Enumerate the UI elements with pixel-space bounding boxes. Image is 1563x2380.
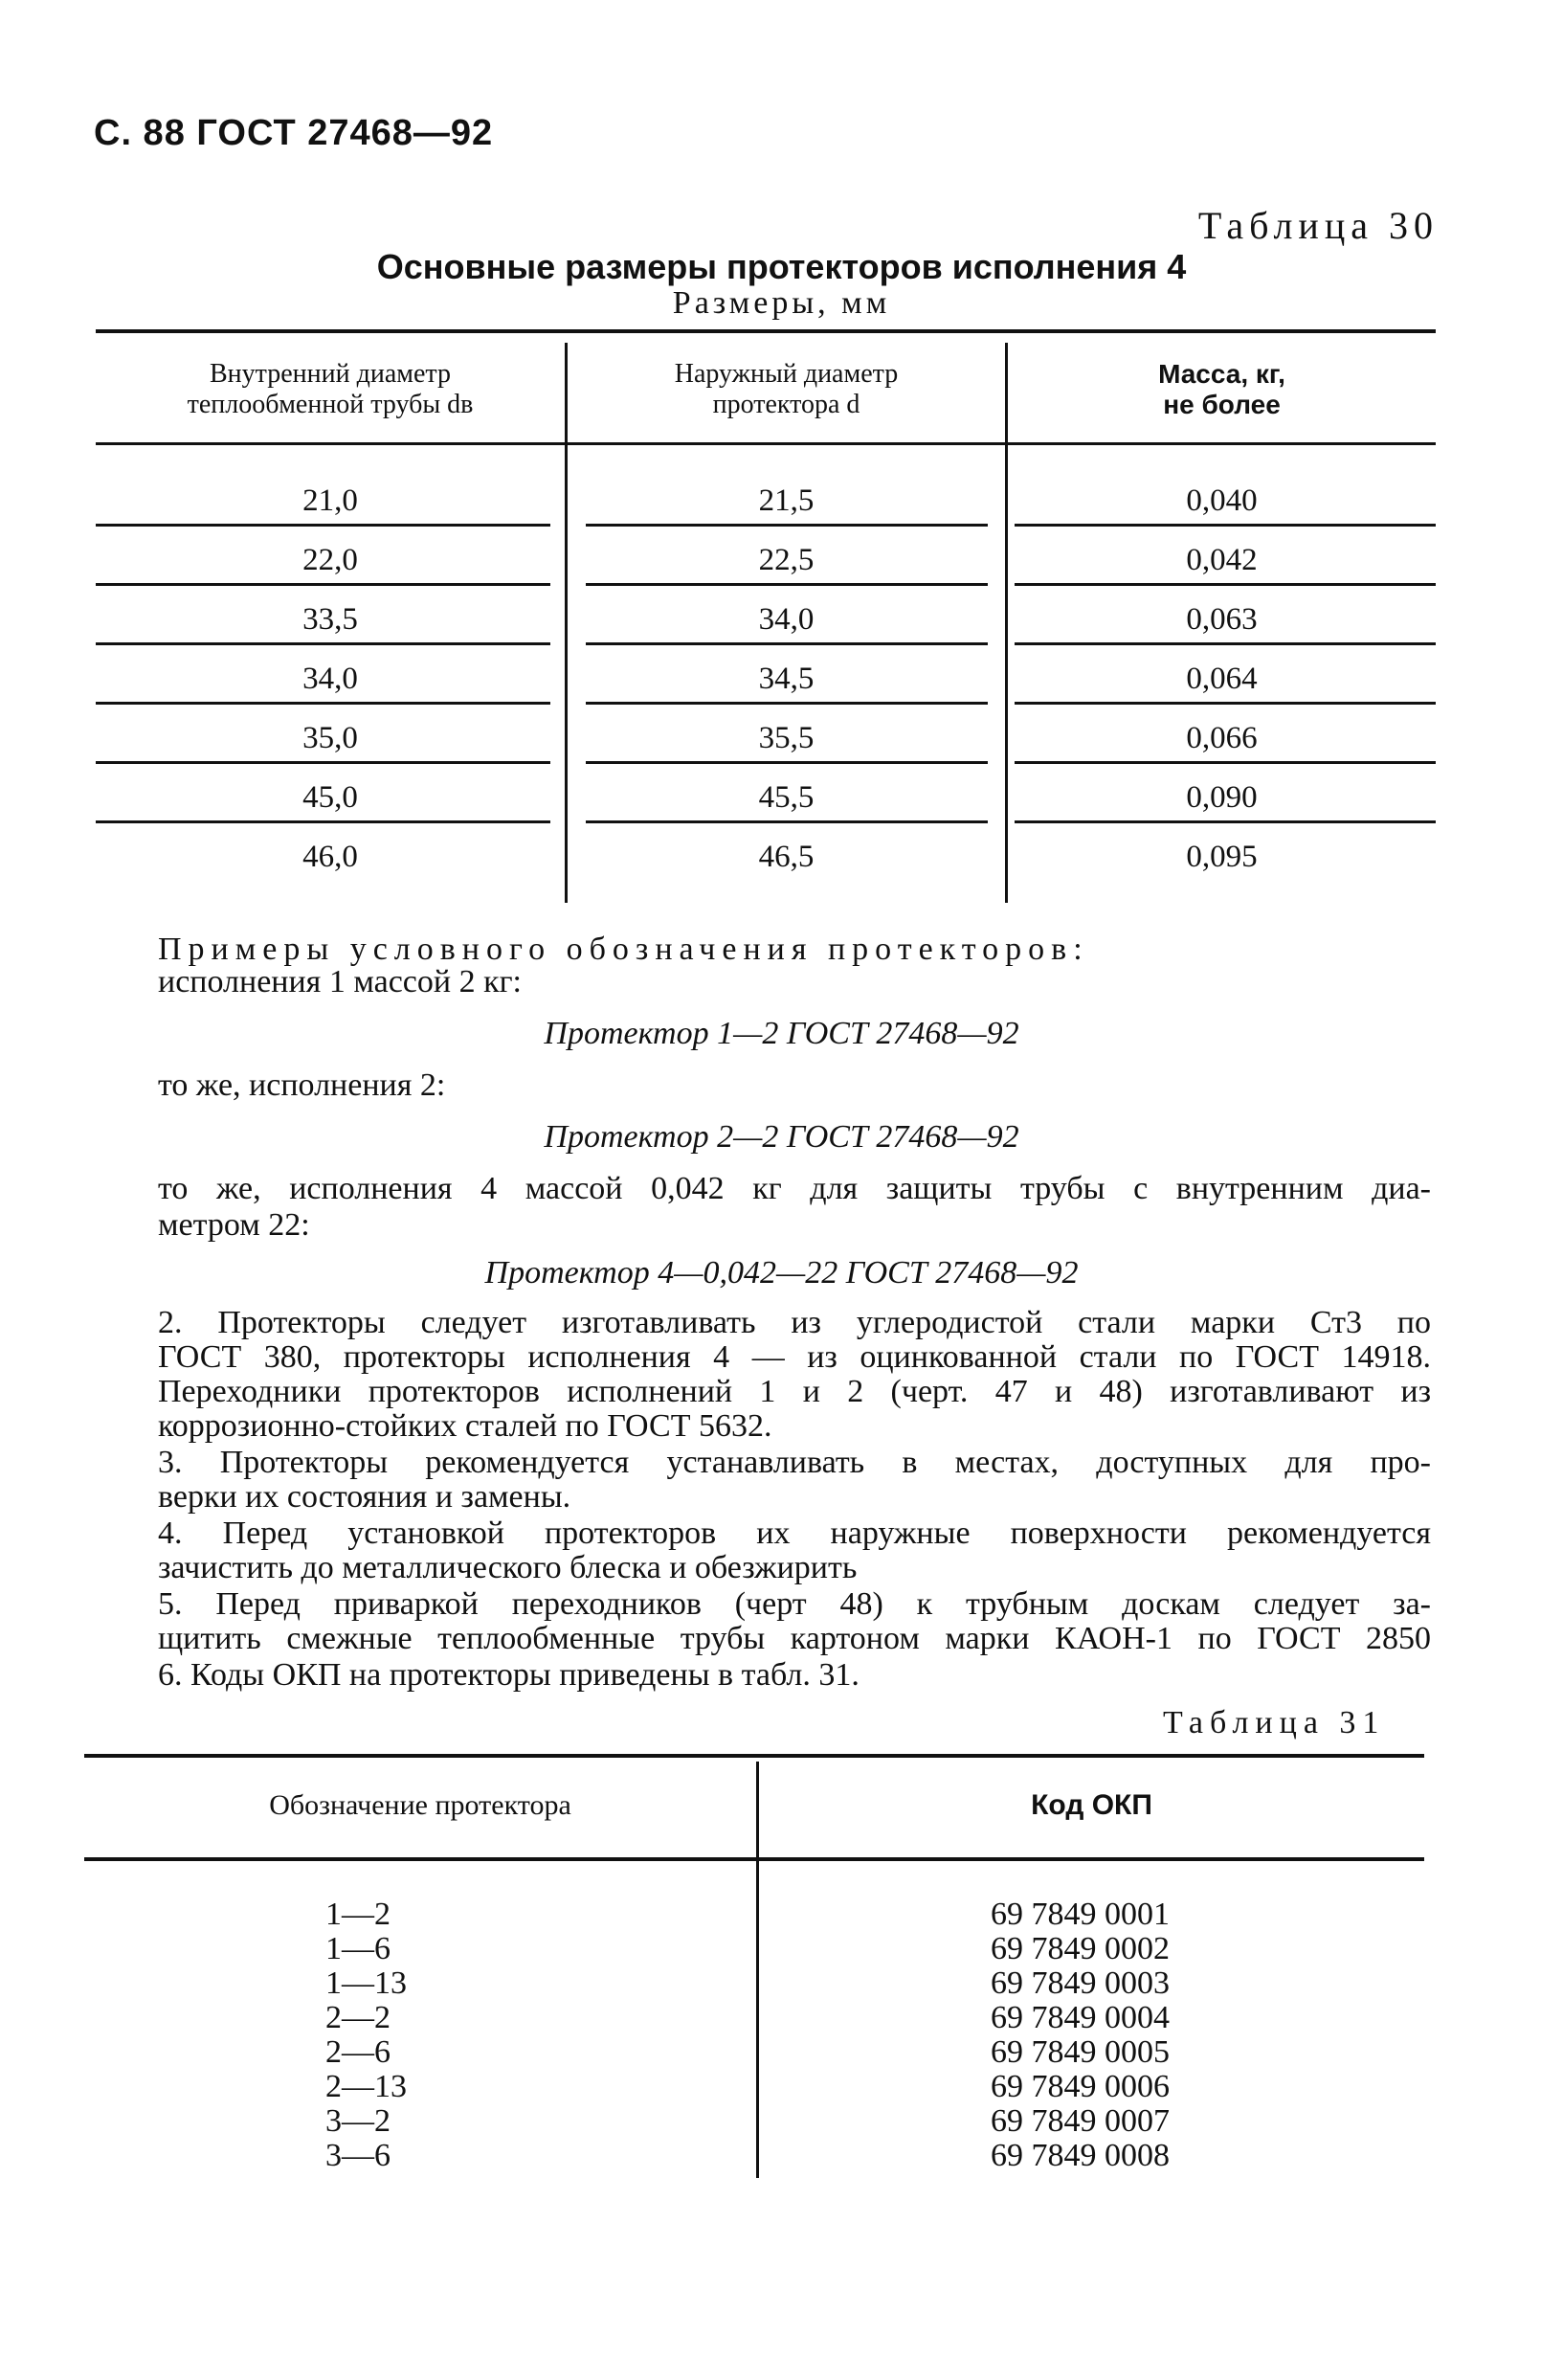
table30-row-rule <box>1015 524 1436 527</box>
table30-cell: 0,090 <box>1186 780 1258 815</box>
table31-designation: 1—2 <box>325 1897 391 1932</box>
table30-cell: 45,5 <box>758 780 815 815</box>
table31-label: Таблица 31 <box>1163 1705 1386 1740</box>
table30-cell: 22,0 <box>302 543 358 577</box>
table30-cell: 33,5 <box>302 602 358 637</box>
paragraph3-line2: верки их состояния и замены. <box>158 1479 571 1515</box>
paragraph3-line1: 3. Протекторы рекомендуется устанавливать в местах, доступных для про- <box>158 1445 1431 1480</box>
table30-header-col3-line2: не более <box>1163 390 1281 419</box>
table30-header-col1-line1: Внутренний диаметр <box>210 359 451 389</box>
table30-cell: 22,5 <box>758 543 815 577</box>
table30-header-col2-line2: протектора d <box>712 390 860 419</box>
examples-intro-text: Примеры условного обозначения протекторов: <box>158 932 1089 967</box>
table30-label: Таблица 30 <box>1197 204 1439 247</box>
table30-cell: 35,0 <box>302 721 358 755</box>
paragraph2-line1: 2. Протекторы следует изготавливать из углеродистой стали марки Ст3 по <box>158 1305 1431 1340</box>
table31-col-divider <box>756 1762 759 2178</box>
table30-top-rule <box>96 329 1436 333</box>
table30-row-rule <box>586 524 988 527</box>
table31-top-rule <box>84 1754 1424 1758</box>
examples-intro <box>158 932 1089 967</box>
table30-cell: 0,040 <box>1186 483 1258 518</box>
table30-row-rule <box>96 702 550 705</box>
table30-cell: 35,5 <box>758 721 815 755</box>
paragraph6-line1: 6. Коды ОКП на протекторы приведены в табл. 31. <box>158 1657 860 1693</box>
table31-okp-code: 69 7849 0005 <box>991 2034 1170 2070</box>
table30-row-rule <box>96 524 550 527</box>
table30-header-col3-line1: Масса, кг, <box>1158 359 1285 389</box>
example3-line2: метром 22: <box>158 1207 310 1243</box>
table30-cell: 0,095 <box>1186 840 1258 874</box>
example1-value: Протектор 1—2 ГОСТ 27468—92 <box>544 1016 1019 1051</box>
table30-row-rule <box>586 702 988 705</box>
paragraph5-line2: щитить смежные теплообменные трубы картоном марки КАОН-1 по ГОСТ 2850 <box>158 1621 1431 1656</box>
table30-row-rule <box>1015 761 1436 764</box>
table30-row-rule <box>586 642 988 645</box>
table30-cell: 21,0 <box>302 483 358 518</box>
table30-row-rule <box>96 583 550 586</box>
example2-value: Протектор 2—2 ГОСТ 27468—92 <box>544 1119 1019 1155</box>
paragraph4-line1: 4. Перед установкой протекторов их наружные поверхности рекомендуется <box>158 1516 1431 1551</box>
table30-cell: 45,0 <box>302 780 358 815</box>
example3-line1: то же, исполнения 4 массой 0,042 кг для защиты трубы с внутренним диа- <box>158 1171 1431 1206</box>
table30-row-rule <box>1015 642 1436 645</box>
table31-okp-code: 69 7849 0007 <box>991 2103 1170 2139</box>
table30-row-rule <box>1015 583 1436 586</box>
table31-okp-code: 69 7849 0008 <box>991 2138 1170 2173</box>
table30-row-rule <box>586 761 988 764</box>
table31-designation: 2—13 <box>325 2069 407 2104</box>
table30-cell: 0,064 <box>1186 662 1258 696</box>
page-header: С. 88 ГОСТ 27468—92 <box>94 113 494 153</box>
table31-designation: 2—2 <box>325 2000 391 2035</box>
table31-okp-code: 69 7849 0003 <box>991 1965 1170 2001</box>
table30-header-col1-line2: теплообменной трубы dв <box>187 390 474 419</box>
table30-cell: 21,5 <box>758 483 815 518</box>
table30-cell: 34,5 <box>758 662 815 696</box>
table30-row-rule <box>1015 702 1436 705</box>
paragraph2-line2: ГОСТ 380, протекторы исполнения 4 — из оцинкованной стали по ГОСТ 14918. <box>158 1339 1431 1375</box>
paragraph4-line2: зачистить до металлического блеска и обезжирить <box>158 1550 858 1585</box>
table30-row-rule <box>586 583 988 586</box>
table31-header-rule <box>84 1857 1424 1861</box>
table30-header-col2-line1: Наружный диаметр <box>674 359 899 389</box>
table31-designation: 1—6 <box>325 1931 391 1966</box>
table30-cell: 0,063 <box>1186 602 1258 637</box>
table30-header-col2 <box>568 359 1005 420</box>
paragraph2-line3: Переходники протекторов исполнений 1 и 2 (черт. 47 и 48) изготавливают из <box>158 1374 1431 1409</box>
table30-cell: 34,0 <box>758 602 815 637</box>
table30-cell: 46,5 <box>758 840 815 874</box>
table30-cell: 0,066 <box>1186 721 1258 755</box>
table30-row-rule <box>586 820 988 823</box>
table31-designation: 3—2 <box>325 2103 391 2139</box>
table30-row-rule <box>96 642 550 645</box>
table31-okp-code: 69 7849 0006 <box>991 2069 1170 2104</box>
table30-subtitle: Размеры, мм <box>672 285 891 321</box>
table30-header-col3 <box>1008 359 1436 420</box>
example2-label: то же, исполнения 2: <box>158 1067 446 1103</box>
table31-okp-code: 69 7849 0001 <box>991 1897 1170 1932</box>
table31-header-col1: Обозначение протектора <box>269 1789 571 1821</box>
table30-row-rule <box>96 820 550 823</box>
table31-designation: 3—6 <box>325 2138 391 2173</box>
table31-okp-code: 69 7849 0002 <box>991 1931 1170 1966</box>
paragraph2-line4: коррозионно-стойких сталей по ГОСТ 5632. <box>158 1408 772 1444</box>
table30-header-rule <box>96 442 1436 445</box>
table31-designation: 2—6 <box>325 2034 391 2070</box>
table30-header-col1 <box>96 359 565 420</box>
table30-cell: 34,0 <box>302 662 358 696</box>
table30-cell: 0,042 <box>1186 543 1258 577</box>
table30-row-rule <box>1015 820 1436 823</box>
table31-designation: 1—13 <box>325 1965 407 2001</box>
table31-header-col2: Код ОКП <box>1031 1789 1152 1821</box>
example3-value: Протектор 4—0,042—22 ГОСТ 27468—92 <box>484 1255 1079 1291</box>
table31-okp-code: 69 7849 0004 <box>991 2000 1170 2035</box>
example1-label: исполнения 1 массой 2 кг: <box>158 964 522 999</box>
paragraph5-line1: 5. Перед приваркой переходников (черт 48) к трубным доскам следует за- <box>158 1586 1431 1622</box>
table30-cell: 46,0 <box>302 840 358 874</box>
table30-row-rule <box>96 761 550 764</box>
table30-title: Основные размеры протекторов исполнения 4 <box>376 247 1187 286</box>
